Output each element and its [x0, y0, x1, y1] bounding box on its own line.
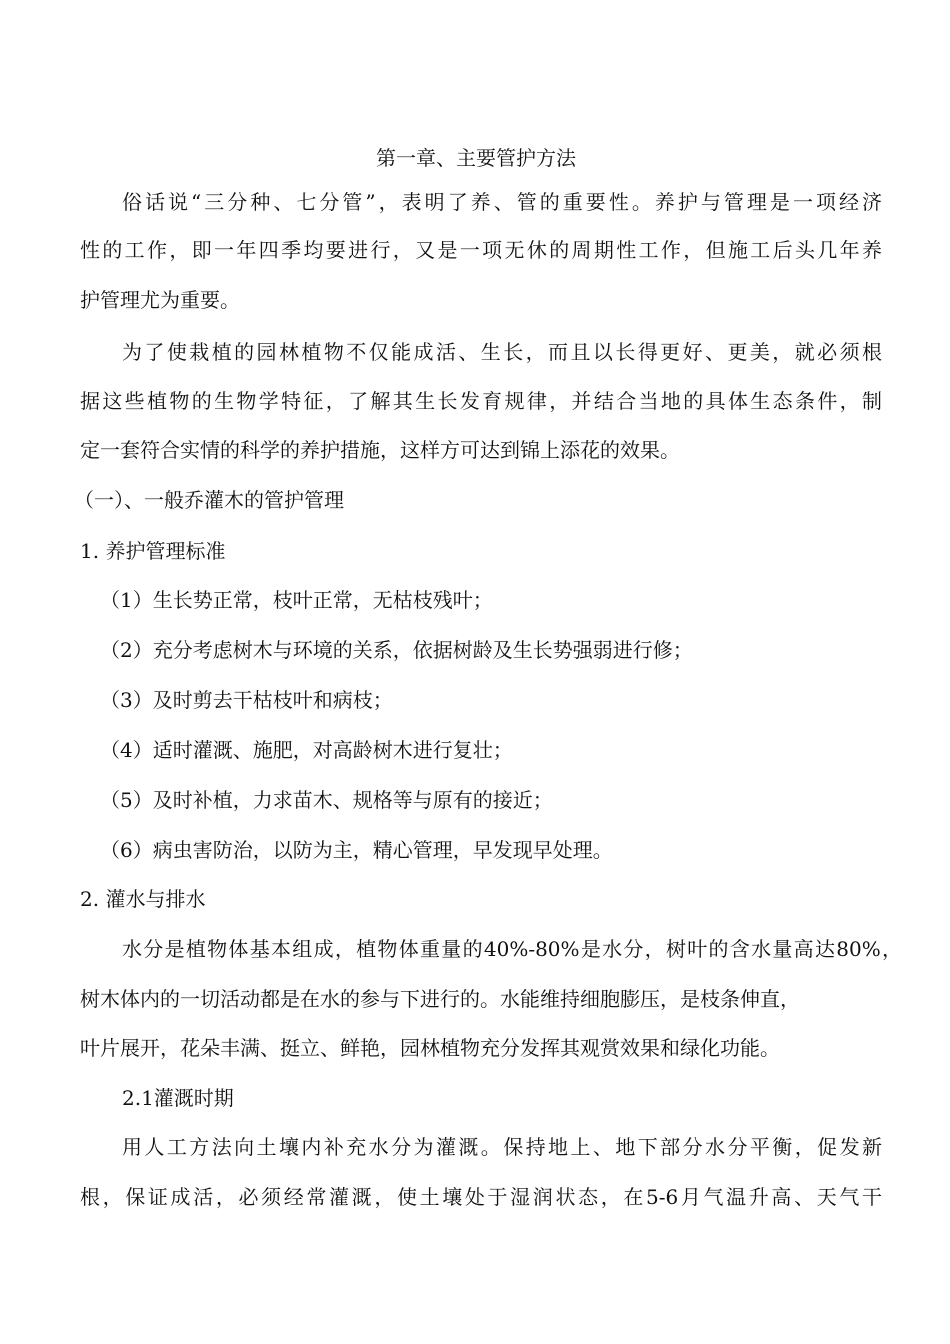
paragraph-line: 叶片展开，花朵丰满、挺立、鲜艳，园林植物充分发挥其观赏效果和绿化功能。	[80, 1036, 780, 1060]
list-item: （5）及时补植，力求苗木、规格等与原有的接近；	[100, 788, 553, 812]
paragraph-line: 据这些植物的生物学特征，了解其生长发育规律，并结合当地的具体生态条件，制	[80, 389, 882, 413]
paragraph-line: 为了使栽植的园林植物不仅能成活、生长，而且以长得更好、更美，就必须根	[122, 340, 882, 364]
paragraph-line: 护管理尤为重要。	[80, 288, 240, 312]
subsection-heading: 2.1灌溉时期	[122, 1086, 234, 1110]
list-item: （4）适时灌溉、施肥，对高龄树木进行复壮；	[100, 738, 513, 762]
paragraph-line: 用人工方法向土壤内补充水分为灌溉。保持地上、地下部分水分平衡，促发新	[122, 1135, 882, 1159]
paragraph-line: 定一套符合实情的科学的养护措施，这样方可达到锦上添花的效果。	[80, 438, 680, 462]
paragraph-line: 俗话说“三分种、七分管”，表明了养、管的重要性。养护与管理是一项经济	[122, 190, 882, 214]
list-item: （6）病虫害防治，以防为主，精心管理，早发现早处理。	[100, 838, 613, 862]
section-heading: （一）、一般乔灌木的管护管理	[74, 488, 344, 512]
list-item: （2）充分考虑树木与环境的关系，依据树龄及生长势强弱进行修；	[100, 638, 693, 662]
subsection-heading: 1. 养护管理标准	[80, 539, 226, 563]
chapter-title: 第一章、主要管护方法	[376, 146, 576, 170]
list-item: （3）及时剪去干枯枝叶和病枝；	[100, 688, 393, 712]
paragraph-line: 树木体内的一切活动都是在水的参与下进行的。水能维持细胞膨压，是枝条伸直，	[80, 987, 800, 1011]
subsection-heading: 2. 灌水与排水	[80, 887, 206, 911]
paragraph-line: 水分是植物体基本组成，植物体重量的40%-80%是水分，树叶的含水量高达80%，	[122, 937, 902, 961]
paragraph-line: 性的工作，即一年四季均要进行，又是一项无休的周期性工作，但施工后头几年养	[80, 238, 882, 262]
paragraph-line: 根，保证成活，必须经常灌溉，使土壤处于湿润状态，在5-6月气温升高、天气干	[80, 1185, 882, 1209]
list-item: （1）生长势正常，枝叶正常，无枯枝残叶；	[100, 588, 493, 612]
